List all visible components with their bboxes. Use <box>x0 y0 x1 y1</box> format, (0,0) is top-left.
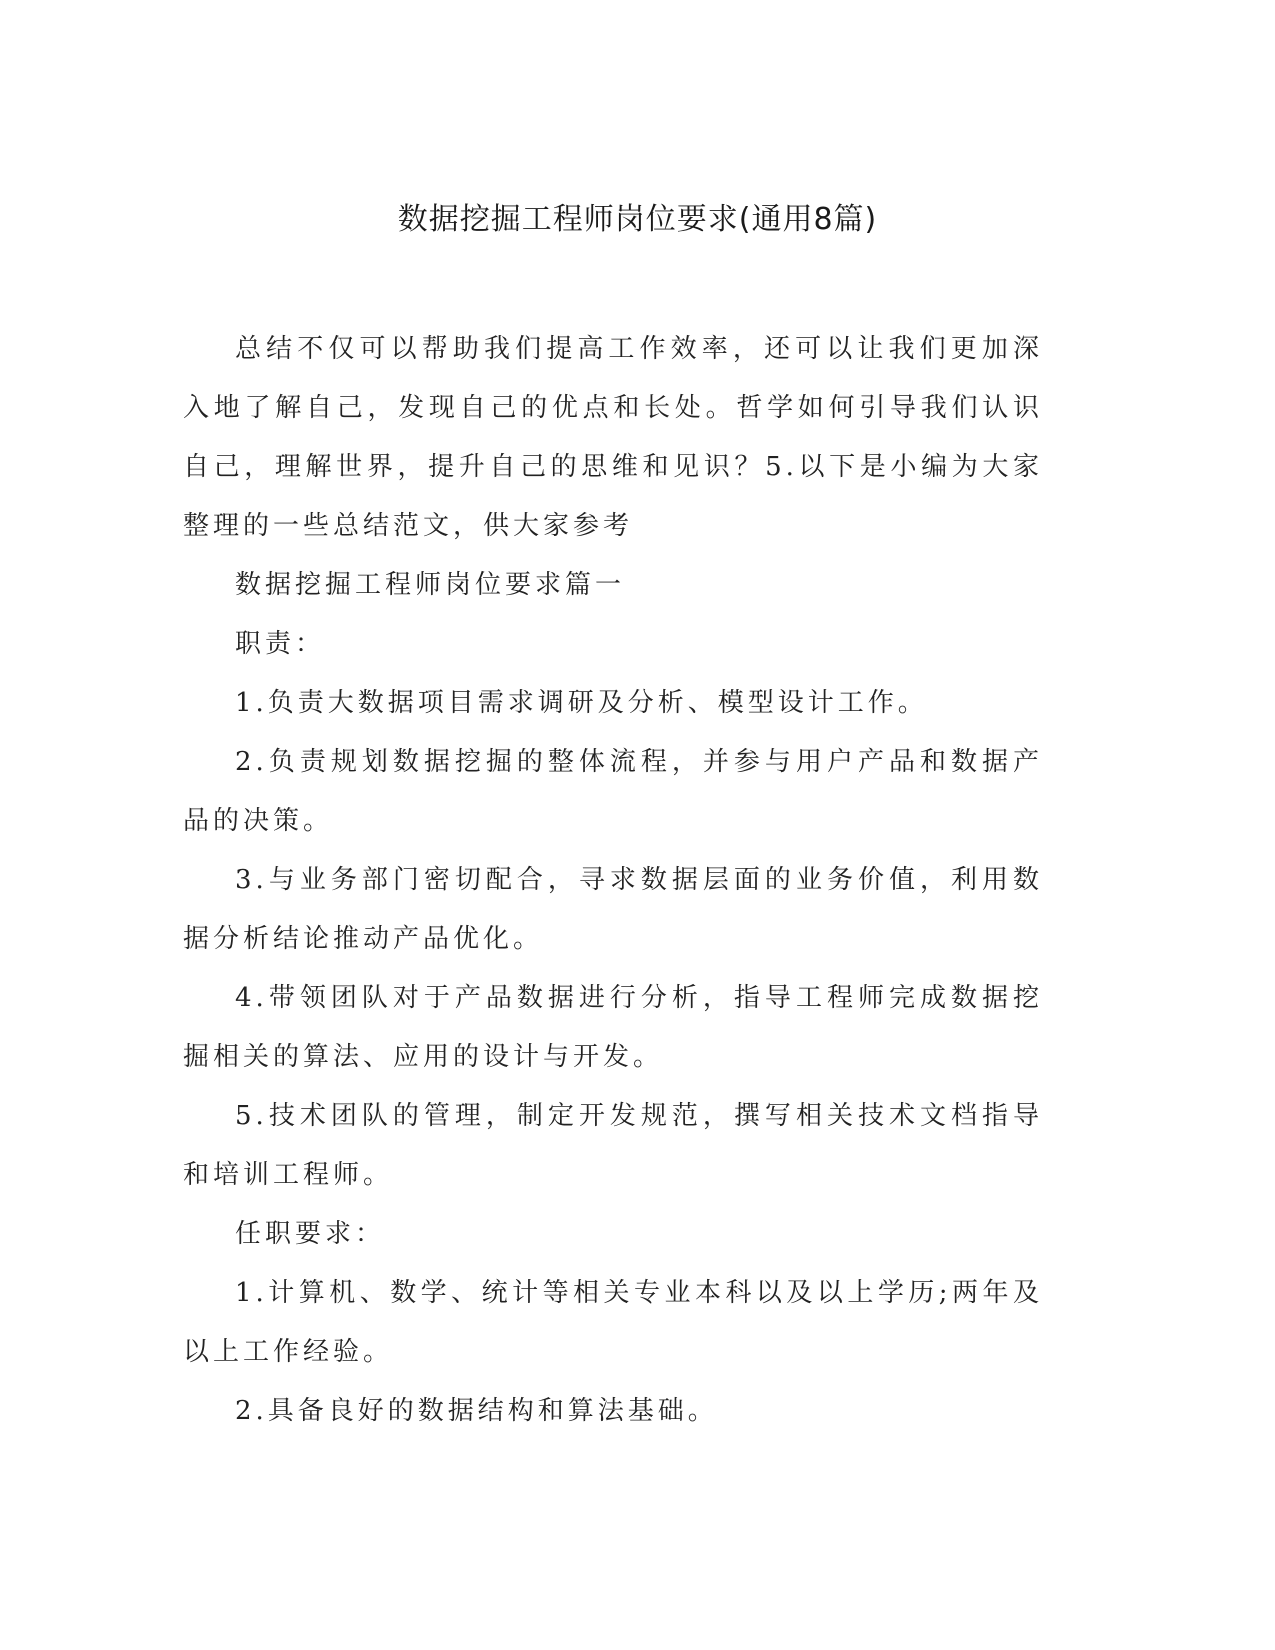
page-title: 数据挖掘工程师岗位要求(通用8篇) <box>397 202 878 237</box>
requirement-item: 1.计算机、数学、统计等相关专业本科以及以上学历;两年及以上工作经验。 <box>183 1278 1043 1367</box>
duty-item: 3.与业务部门密切配合，寻求数据层面的业务价值，利用数据分析结论推动产品优化。 <box>183 865 1043 954</box>
duty-item: 5.技术团队的管理，制定开发规范，撰写相关技术文档指导和培训工程师。 <box>183 1101 1043 1190</box>
duty-item: 4.带领团队对于产品数据进行分析，指导工程师完成数据挖掘相关的算法、应用的设计与开发。 <box>183 983 1043 1072</box>
duty-item: 1.负责大数据项目需求调研及分析、模型设计工作。 <box>235 688 928 718</box>
duties-heading: 职责： <box>235 629 326 659</box>
section-heading: 数据挖掘工程师岗位要求篇一 <box>235 570 626 600</box>
duty-item: 2.负责规划数据挖掘的整体流程，并参与用户产品和数据产品的决策。 <box>183 747 1043 836</box>
document-body <box>183 320 1043 1441</box>
requirements-heading: 任职要求： <box>235 1219 386 1249</box>
requirement-item: 2.具备良好的数据结构和算法基础。 <box>235 1396 718 1426</box>
intro-paragraph: 总结不仅可以帮助我们提高工作效率，还可以让我们更加深入地了解自己，发现自己的优点和长处。哲学如何引导我们认识自己，理解世界，提升自己的思维和见识？5.以下是小编为大家整理的一些总结范文，供大家参考 <box>183 334 1043 541</box>
